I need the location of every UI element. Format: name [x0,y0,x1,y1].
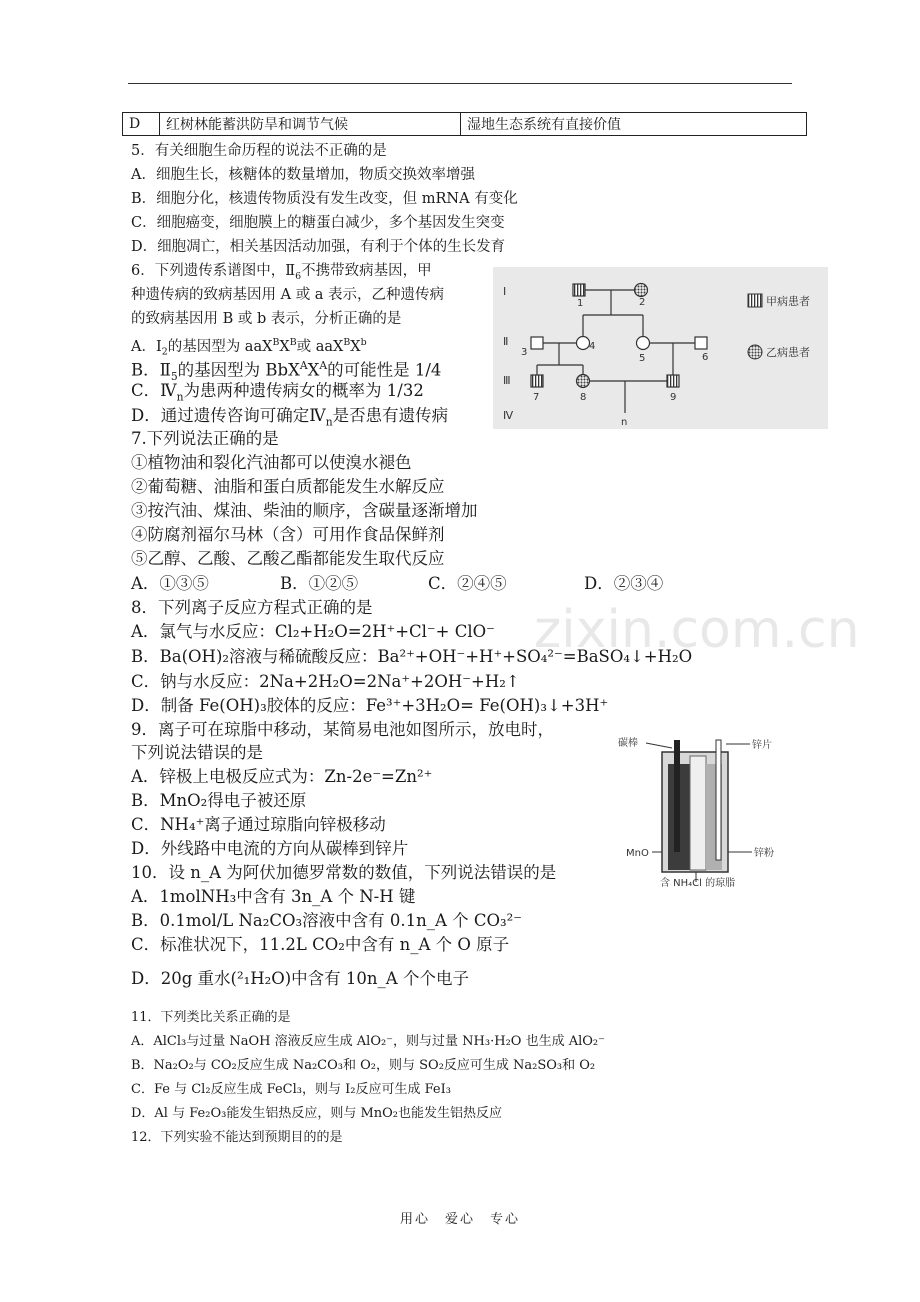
q9-option-a: A．锌极上电极反应式为：Zn-2e⁻=Zn²⁺ [131,767,433,786]
label-zinc-powder: 锌粉 [754,848,774,859]
label-agar: 含 NH₄Cl 的琼脂 [660,878,736,889]
q7-statement-1: ①植物油和裂化汽油都可以使溴水褪色 [131,453,412,472]
q6-option-b: B．$Ⅱ_5$的基因型为 $BbX^AX^A$的可能性是 1/4 [131,359,442,383]
gen-label-2: Ⅱ [503,335,509,348]
individual-i1 [573,284,585,296]
q10-stem: 10．设 n_A 为阿伏加德罗常数的数值，下列说法错误的是 [131,863,557,882]
q8-stem: 8．下列离子反应方程式正确的是 [131,598,373,617]
q6-stem-3: 的致病基因用 B 或 b 表示，分析正确的是 [131,311,402,327]
q7-stem: 7.下列说法正确的是 [131,429,279,448]
individual-iii7 [531,375,543,387]
q7-statement-4: ④防腐剂福尔马林（含）可用作食品保鲜剂 [131,525,445,544]
zinc-plate [716,740,721,860]
header-rule [128,83,792,84]
label-mno2: MnO [626,848,649,859]
pedigree-figure [493,267,828,429]
q5-option-a: A．细胞生长，核糖体的数量增加，物质交换效率增强 [131,167,475,183]
q7-option-b: B．①②⑤ [280,574,359,593]
num-1: 1 [577,298,584,309]
q8-option-a: A．氯气与水反应：Cl₂+H₂O=2H⁺+Cl⁻+ ClO⁻ [131,622,495,641]
individual-ii3 [531,337,543,349]
num-2: 2 [639,297,646,308]
num-9: 9 [670,392,677,403]
battery-diagram [612,734,792,892]
q11-option-b: B．Na₂O₂与 CO₂反应生成 Na₂CO₃和 O₂，则与 SO₂反应可生成 Na₂SO₃和 O₂ [131,1058,596,1073]
watermark: zixin.com.cn [534,600,860,660]
num-7: 7 [533,392,540,403]
q5-option-b: B．细胞分化，核遗传物质没有发生改变，但 mRNA 有变化 [131,191,518,207]
q7-statement-3: ③按汽油、煤油、柴油的顺序，含碳量逐渐增加 [131,501,478,520]
q6-stem-2: 种遗传病的致病基因用 A 或 a 表示，乙种遗传病 [131,287,445,303]
gen-label-4: Ⅳ [503,409,514,422]
q5-option-d: D．细胞凋亡，相关基因活动加强，有利于个体的生长发育 [131,239,506,255]
legend-yi: 乙病患者 [766,346,810,359]
legend-yi-symbol [748,345,762,359]
legend-jia-symbol [748,294,762,307]
row-cell-2: 湿地生态系统有直接价值 [461,113,807,136]
agar-layer [690,756,706,870]
q10-option-d: D．20g 重水(²₁H₂O)中含有 10n_A 个个电子 [131,969,469,988]
q8-option-c: C．钠与水反应：2Na+2H₂O=2Na⁺+2OH⁻+H₂↑ [131,672,520,691]
q6-stem: 6．下列遗传系谱图中，$Ⅱ_6$不携带致病基因，甲 [131,263,432,282]
num-3: 3 [521,347,528,358]
num-8: 8 [580,392,587,403]
num-6: 6 [702,352,709,363]
q7-option-d: D．②③④ [584,574,664,593]
num-n: n [621,417,628,428]
q8-option-b: B．Ba(OH)₂溶液与稀硫酸反应：Ba²⁺+OH⁻+H⁺+SO₄²⁻=BaSO₄↓+H₂O [131,647,693,666]
q9-stem-2: 下列说法错误的是 [131,743,263,762]
option-table [122,112,807,136]
q11-option-a: A．AlCl₃与过量 NaOH 溶液反应生成 AlO₂⁻，则与过量 NH₃·H₂O 也生成 AlO₂⁻ [131,1034,605,1049]
label-carbon-rod: 碳棒 [618,738,638,749]
q7-option-c: C．②④⑤ [428,574,507,593]
q6-option-c: C．$Ⅳ_n$为患两种遗传病女的概率为 1/32 [131,381,424,404]
individual-ii4 [577,337,590,350]
num-4: 4 [589,341,596,352]
individual-ii5 [637,337,650,350]
label-zinc-plate: 锌片 [752,740,772,751]
q11-option-c: C．Fe 与 Cl₂反应生成 FeCl₃，则与 I₂反应可生成 FeI₃ [131,1082,451,1097]
pedigree-chart [493,267,828,429]
q12-stem: 12．下列实验不能达到预期目的的是 [131,1130,343,1145]
q10-option-a: A．1molNH₃中含有 3n_A 个 N-H 键 [131,887,416,906]
q9-stem: 9．离子可在琼脂中移动，某简易电池如图所示，放电时， [131,720,554,739]
individual-iii9 [667,375,679,387]
q7-statement-2: ②葡萄糖、油脂和蛋白质都能发生水解反应 [131,477,445,496]
q10-option-b: B．0.1mol/L Na₂CO₃溶液中含有 0.1n_A 个 CO₃²⁻ [131,911,522,930]
individual-i2 [635,284,648,297]
q10-option-c: C．标准状况下，11.2L CO₂中含有 n_A 个 O 原子 [131,935,510,954]
q11-option-d: D．Al 与 Fe₂O₃能发生铝热反应，则与 MnO₂也能发生铝热反应 [131,1106,503,1121]
q7-option-a: A．①③⑤ [131,574,209,593]
row-letter: D [123,113,160,136]
q5-option-c: C．细胞癌变，细胞膜上的糖蛋白减少，多个基因发生突变 [131,215,505,231]
q7-statement-5: ⑤乙醇、乙酸、乙酸乙酯都能发生取代反应 [131,549,445,568]
q8-option-d: D．制备 Fe(OH)₃胶体的反应：Fe³⁺+3H₂O= Fe(OH)₃↓+3H⁺ [131,696,609,715]
individual-iii8 [577,375,590,388]
row-cell-1: 红树林能蓄洪防旱和调节气候 [160,113,461,136]
q6-option-d: D．通过遗传咨询可确定$Ⅳ_n$是否患有遗传病 [131,406,449,429]
q9-option-d: D．外线路中电流的方向从碳棒到锌片 [131,839,409,858]
carbon-rod [674,740,680,852]
page-footer: 用心 爱心 专心 [399,1212,520,1227]
num-5: 5 [639,353,646,364]
individual-ii6 [695,337,707,349]
q9-option-c: C．NH₄⁺离子通过琼脂向锌极移动 [131,815,386,834]
table-row [123,113,807,136]
q11-stem: 11．下列类比关系正确的是 [131,1010,291,1025]
legend-jia: 甲病患者 [766,295,810,308]
q9-option-b: B．MnO₂得电子被还原 [131,791,307,810]
q6-option-a: A．$Ⅰ_2$的基因型为 $aaX^BX^B$或 $aaX^BX^b$ [131,337,367,358]
q5-stem: 5．有关细胞生命历程的说法不正确的是 [131,143,387,159]
gen-label-3: Ⅲ [503,374,511,387]
gen-label-1: Ⅰ [503,285,507,298]
battery-figure [612,734,792,892]
